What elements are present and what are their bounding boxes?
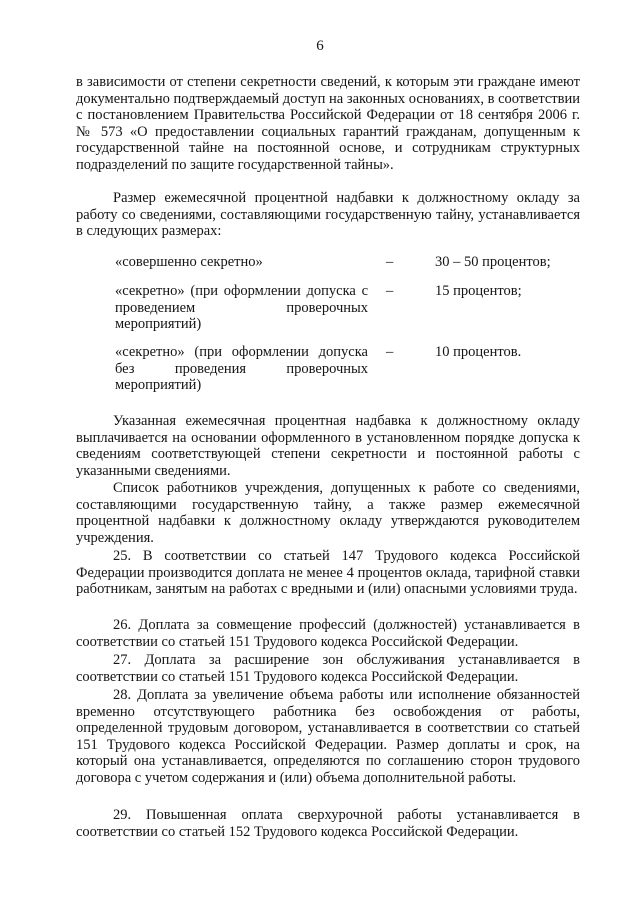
paragraph-intro: в зависимости от степени секретности сведений, к которым эти граждане имеют документально подтверждаемый доступ на законных основаниях, в соответствии с постановлением Правительства Российской Федерации от 18 сентября 2006 г. № 573 «О предоставлении социальных гарантий гражданам, допущенным к государственной тайне на постоянной основе, и сотрудникам структурных подразделений по защите государственной тайны».: [76, 74, 580, 173]
rate-value: 15 процентов;: [435, 283, 522, 299]
paragraph-item-27: 27. Доплата за расширение зон обслуживания устанавливается в соответствии со статьей 151 Трудового кодекса Российской Федерации.: [76, 652, 580, 685]
rate-dash: –: [386, 344, 394, 360]
paragraph-allowance-size: Размер ежемесячной процентной надбавки к должностному окладу за работу со сведениями, составляющими государственную тайну, устанавливается в следующих размерах:: [76, 190, 580, 239]
rate-dash: –: [386, 254, 394, 270]
rate-value: 10 процентов.: [435, 344, 522, 360]
rate-label: «секретно» (при оформлении допуска с проведением проверочных мероприятий): [115, 283, 368, 332]
paragraph-item-29: 29. Повышенная оплата сверхурочной работы устанавливается в соответствии со статьей 152 Трудового кодекса Российской Федерации.: [76, 807, 580, 840]
paragraph-item-26: 26. Доплата за совмещение профессий (должностей) устанавливается в соответствии со статьей 151 Трудового кодекса Российской Федерации.: [76, 617, 580, 650]
rate-label: «секретно» (при оформлении допуска без проведения проверочных мероприятий): [115, 344, 368, 393]
paragraph-item-25: 25. В соответствии со статьей 147 Трудового кодекса Российской Федерации производится доплата не менее 4 процентов оклада, тарифной ставки работникам, занятым на работах с вредными и (или) опасными условиями труда.: [76, 548, 580, 597]
rate-dash: –: [386, 283, 394, 299]
page-number: 6: [316, 38, 324, 54]
rate-label: «совершенно секретно»: [115, 254, 263, 270]
paragraph-employee-list: Список работников учреждения, допущенных к работе со сведениями, составляющими государственную тайну, а также размер ежемесячной процентной надбавки к должностному окладу утверждаются руководителем учреждения.: [76, 480, 580, 546]
paragraph-allowance-basis: Указанная ежемесячная процентная надбавка к должностному окладу выплачивается на основании оформленного в установленном порядке допуска к сведениям соответствующей степени секретности и постоянной работы с указанными сведениями.: [76, 413, 580, 479]
paragraph-item-28: 28. Доплата за увеличение объема работы или исполнение обязанностей временно отсутствующего работника без освобождения от работы, определенной трудовым договором, устанавливается в соответствии со статьей 151 Трудового кодекса Российской Федерации. Размер доплаты и срок, на который она устанавливается, определяются по соглашению сторон трудового договора с учетом содержания и (или) объема дополнительной работы.: [76, 687, 580, 786]
rate-value: 30 – 50 процентов;: [435, 254, 551, 270]
